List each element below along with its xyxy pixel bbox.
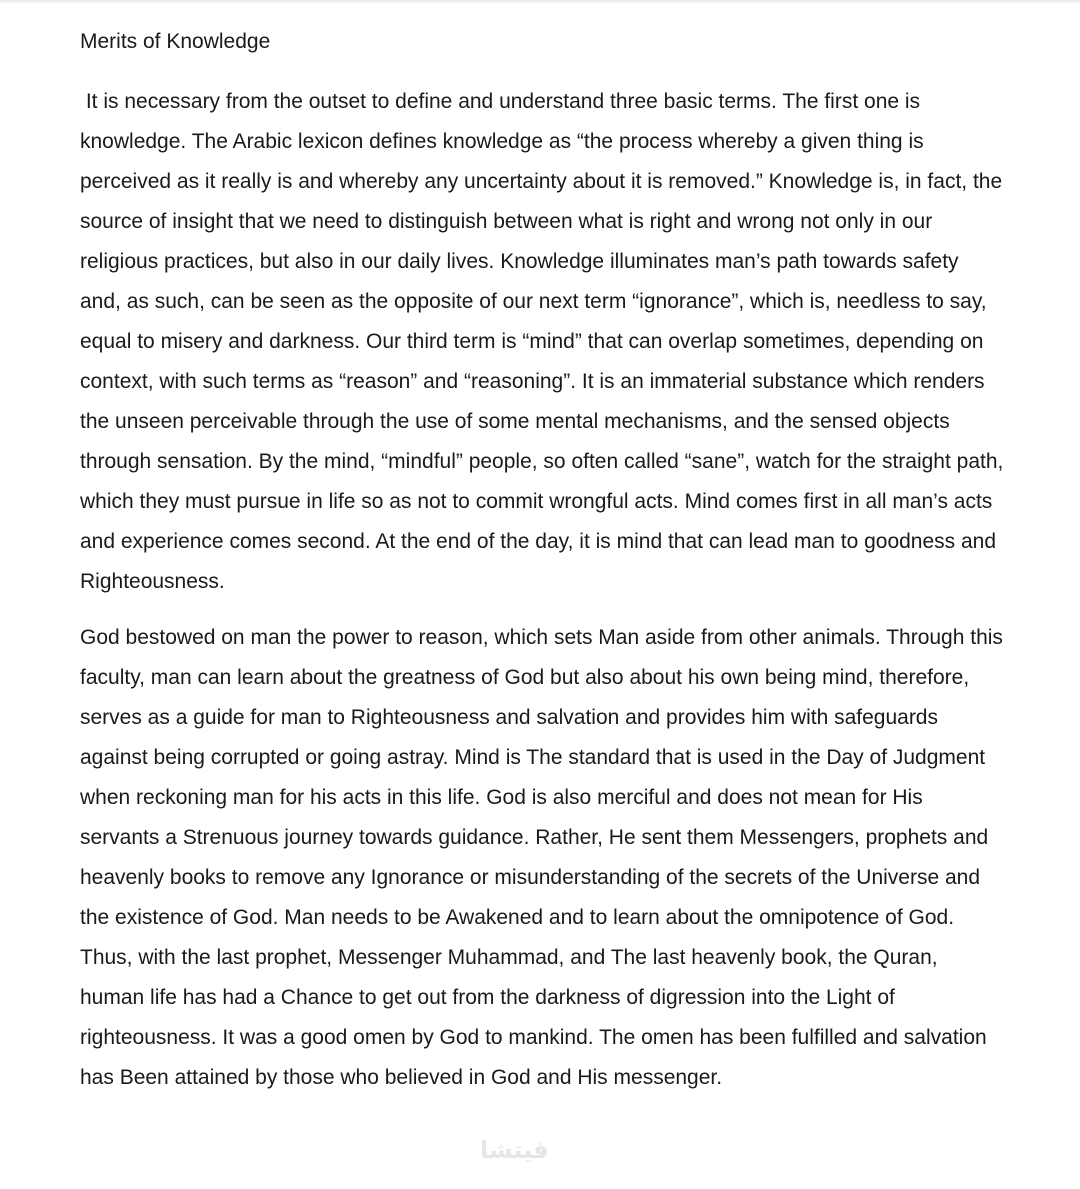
- document-page: [80, 26, 1010, 1114]
- top-edge-shadow: [0, 0, 1080, 4]
- paragraph-1: It is necessary from the outset to define and understand three basic terms. The first one is knowledge. The Arabic lexicon defines knowledge as “the process whereby a given thing is perceived as it really is and whereby any uncertainty about it is removed.” Knowledge is, in fact, the source of insight that we need to distinguish between what is right and wrong not only in our religious practices, but also in our daily lives. Knowledge illuminates man’s path towards safety and, as such, can be seen as the opposite of our next term “ignorance”, which is, needless to say, equal to misery and darkness. Our third term is “mind” that can overlap sometimes, depending on context, with such terms as “reason” and “reasoning”. It is an immaterial substance which renders the unseen perceivable through the use of some mental mechanisms, and the sensed objects through sensation. By the mind, “mindful” people, so often called “sane”, watch for the straight path, which they must pursue in life so as not to commit wrongful acts. Mind comes first in all man’s acts and experience comes second. At the end of the day, it is mind that can lead man to goodness and Righteousness.: [80, 90, 1010, 593]
- watermark-logo: فيتشا: [480, 1137, 549, 1164]
- paragraph-2: God bestowed on man the power to reason, which sets Man aside from other animals. Through this faculty, man can learn about the greatness of God but also about his own being mind, therefore, serves as a guide for man to Righteousness and salvation and provides him with safeguards against being corrupted or going astray. Mind is The standard that is used in the Day of Judgment when reckoning man for his acts in this life. God is also merciful and does not mean for His servants a Strenuous journey towards guidance. Rather, He sent them Messengers, prophets and heavenly books to remove any Ignorance or misunderstanding of the secrets of the Universe and the existence of God. Man needs to be Awakened and to learn about the omnipotence of God. Thus, with the last prophet, Messenger Muhammad, and The last heavenly book, the Quran, human life has had a Chance to get out from the darkness of digression into the Light of righteousness. It was a good omen by God to mankind. The omen has been fulfilled and salvation has Been attained by those who believed in God and His messenger.: [80, 626, 1009, 1089]
- document-title: Merits of Knowledge: [80, 30, 271, 53]
